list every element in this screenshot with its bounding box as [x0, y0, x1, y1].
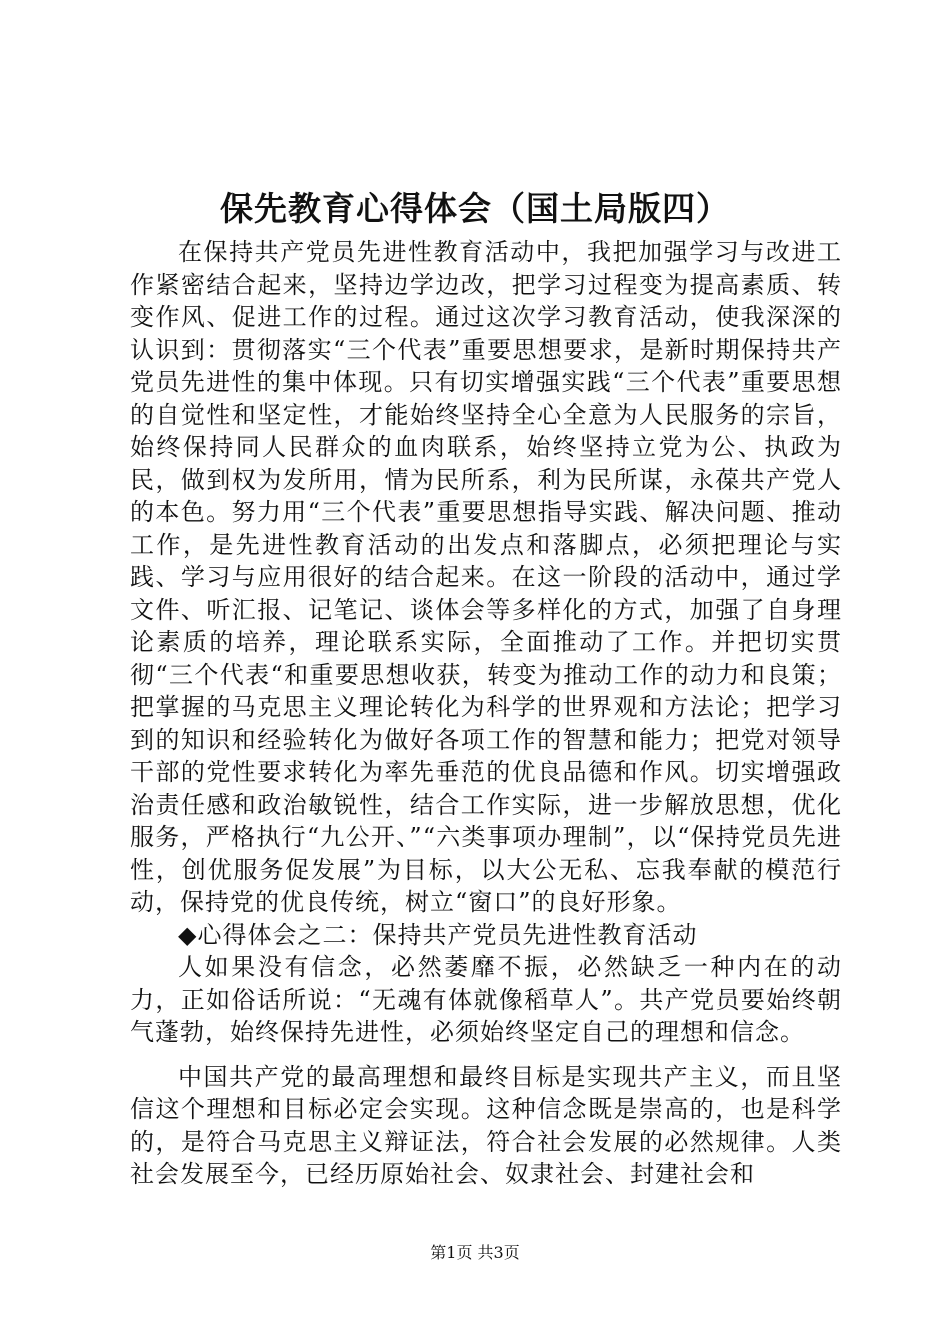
- section-heading-2: ◆心得体会之二：保持共产党员先进性教育活动: [178, 920, 698, 949]
- document-body: [130, 236, 842, 1191]
- document-title: 保先教育心得体会（国土局版四）: [220, 189, 730, 228]
- paragraph-3: 中国共产党的最高理想和最终目标是实现共产主义，而且坚信这个理想和目标必定会实现。这种信念既是崇高的，也是科学的，是符合马克思主义辩证法，符合社会发展的必然规律。人类社会发展至今，已经历原始社会、奴隶社会、封建社会和: [130, 1062, 842, 1188]
- paragraph-2: 人如果没有信念，必然萎靡不振，必然缺乏一种内在的动力，正如俗话所说：“无魂有体就像稻草人”。共产党员要始终朝气蓬勃，始终保持先进性，必须始终坚定自己的理想和信念。: [130, 953, 842, 1046]
- page-footer: 第1页 共3页: [430, 1243, 520, 1262]
- paragraph-1: 在保持共产党员先进性教育活动中，我把加强学习与改进工作紧密结合起来，坚持边学边改，把学习过程变为提高素质、转变作风、促进工作的过程。通过这次学习教育活动，使我深深的认识到：贯彻落实“三个代表”重要思想要求，是新时期保持共产党员先进性的集中体现。只有切实增强实践“三个代表”重要思想的自觉性和坚定性，才能始终坚持全心全意为人民服务的宗旨，始终保持同人民群众的血肉联系，始终坚持立党为公、执政为民，做到权为发所用，情为民所系，利为民所谋，永葆共产党人的本色。努力用“三个代表”重要思想指导实践、解决问题、推动工作，是先进性教育活动的出发点和落脚点，必须把理论与实践、学习与应用很好的结合起来。在这一阶段的活动中，通过学文件、听汇报、记笔记、谈体会等多样化的方式，加强了自身理论素质的培养，理论联系实际，全面推动了工作。并把切实贯彻“三个代表“和重要思想收获，转变为推动工作的动力和良策；把掌握的马克思主义理论转化为科学的世界观和方法论；把学习到的知识和经验转化为做好各项工作的智慧和能力；把党对领导干部的党性要求转化为率先垂范的优良品德和作风。切实增强政治责任感和政治敏锐性，结合工作实际，进一步解放思想，优化服务，严格执行“九公开、”“六类事项办理制”，以“保持党员先进性，创优服务促发展”为目标，以大公无私、忘我奉献的模范行动，保持党的优良传统，树立“窗口”的良好形象。: [130, 238, 842, 916]
